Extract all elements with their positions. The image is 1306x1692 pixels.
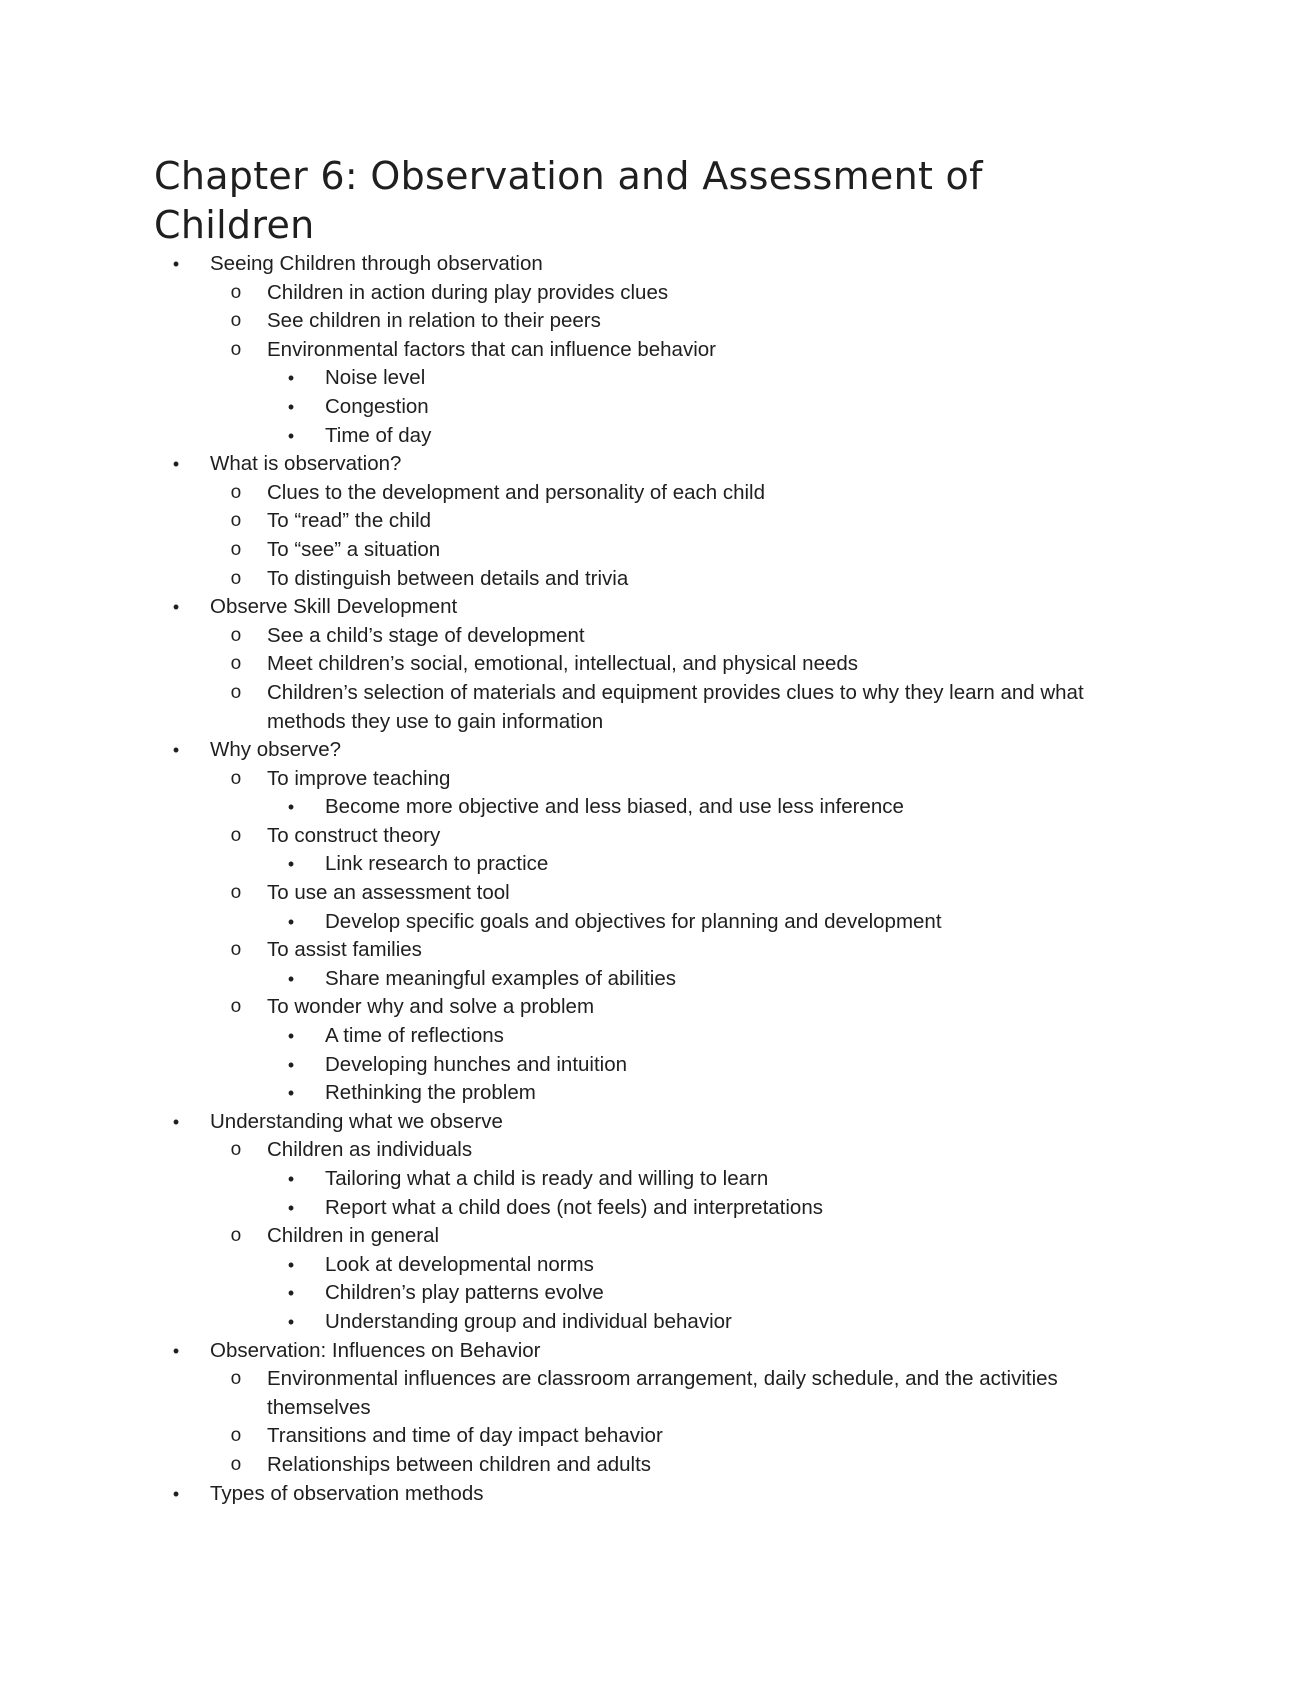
outline-item-text: Link research to practice: [325, 852, 549, 876]
outline-item-level-3: [0, 1022, 1306, 1051]
outline-item-text: To “see” a situation: [267, 537, 441, 561]
bullet-outline: [0, 250, 1306, 1508]
hollow-bullet-icon: o: [230, 338, 242, 361]
outline-item-level-3: [0, 1165, 1306, 1194]
outline-item-text: To wonder why and solve a problem: [267, 995, 595, 1019]
outline-item-level-1: [0, 1108, 1306, 1137]
outline-item-text: To improve teaching: [267, 766, 451, 790]
outline-item-level-3: [0, 1051, 1306, 1080]
outline-item-text: Look at developmental norms: [325, 1252, 594, 1276]
outline-item-text: Report what a child does (not feels) and interpretations: [325, 1195, 823, 1219]
hollow-bullet-icon: o: [230, 681, 242, 704]
outline-item-text: A time of reflections: [325, 1024, 504, 1048]
outline-item-level-2: [0, 1136, 1147, 1165]
bullet-icon: •: [287, 425, 295, 446]
outline-item-text: See children in relation to their peers: [267, 309, 601, 333]
outline-item-level-2: [0, 936, 1147, 965]
outline-item-text: Children as individuals: [267, 1138, 473, 1162]
hollow-bullet-icon: o: [230, 882, 242, 905]
hollow-bullet-icon: o: [230, 310, 242, 333]
outline-item-level-1: [0, 736, 1306, 765]
outline-item-text: Rethinking the problem: [325, 1081, 536, 1105]
outline-item-level-2: [0, 679, 1147, 736]
outline-item-text: Understanding group and individual behavior: [325, 1309, 732, 1333]
bullet-icon: •: [287, 1083, 295, 1104]
outline-item-level-2: [0, 650, 1147, 679]
outline-item-level-2: [0, 1365, 1147, 1422]
outline-item-level-2: [0, 1451, 1147, 1480]
hollow-bullet-icon: o: [230, 538, 242, 561]
outline-item-text: To distinguish between details and trivia: [267, 566, 629, 590]
outline-item-text: Observe Skill Development: [210, 595, 458, 619]
outline-item-text: To assist families: [267, 938, 422, 962]
bullet-icon: •: [287, 1197, 295, 1218]
outline-item-text: Types of observation methods: [210, 1481, 484, 1505]
outline-item-level-3: [0, 422, 1306, 451]
bullet-icon: •: [287, 1054, 295, 1075]
outline-item-level-3: [0, 850, 1306, 879]
outline-item-level-3: [0, 1079, 1306, 1108]
outline-item-level-3: [0, 393, 1306, 422]
outline-item-text: Tailoring what a child is ready and willing to learn: [325, 1167, 769, 1190]
outline-item-level-3: [0, 1279, 1306, 1308]
hollow-bullet-icon: o: [230, 624, 242, 647]
outline-item-text: Developing hunches and intuition: [325, 1052, 628, 1076]
outline-item-text: Understanding what we observe: [210, 1109, 503, 1133]
bullet-icon: •: [287, 968, 295, 989]
hollow-bullet-icon: o: [230, 996, 242, 1019]
outline-item-level-3: [0, 908, 1306, 937]
hollow-bullet-icon: o: [230, 1139, 242, 1162]
outline-item-text: What is observation?: [210, 452, 402, 476]
outline-item-text: Why observe?: [210, 738, 342, 762]
outline-item-text: Transitions and time of day impact behavior: [267, 1424, 663, 1448]
outline-item-text: Environmental factors that can influence behavior: [267, 337, 716, 361]
hollow-bullet-icon: o: [230, 939, 242, 962]
outline-item-level-3: [0, 1251, 1306, 1280]
outline-item-text: Environmental influences are classroom arrangement, daily schedule, and the activities themselves: [267, 1367, 1058, 1419]
outline-item-level-2: [0, 1422, 1147, 1451]
bullet-icon: •: [287, 368, 295, 389]
bullet-icon: •: [287, 854, 295, 875]
hollow-bullet-icon: o: [230, 481, 242, 504]
hollow-bullet-icon: o: [230, 767, 242, 790]
outline-item-level-2: [0, 1222, 1147, 1251]
outline-item-level-2: [0, 279, 1147, 308]
outline-item-text: Seeing Children through observation: [210, 252, 543, 275]
outline-item-text: Noise level: [325, 366, 426, 390]
bullet-icon: •: [172, 740, 180, 761]
outline-item-text: Children in general: [267, 1224, 440, 1248]
outline-item-text: To “read” the child: [267, 509, 432, 533]
outline-item-level-2: [0, 507, 1147, 536]
outline-item-text: Children’s selection of materials and equipment provides clues to why they learn and what methods they use to gain information: [267, 680, 1084, 733]
outline-item-level-1: [0, 450, 1306, 479]
outline-item-level-3: [0, 364, 1306, 393]
outline-item-text: Children’s play patterns evolve: [325, 1281, 604, 1305]
outline-item-level-1: [0, 1480, 1306, 1509]
outline-item-level-2: [0, 479, 1147, 508]
outline-item-text: To construct theory: [267, 823, 441, 847]
bullet-icon: •: [287, 1026, 295, 1047]
outline-item-text: Relationships between children and adults: [267, 1452, 652, 1476]
outline-item-level-1: [0, 593, 1306, 622]
outline-item-text: Become more objective and less biased, and use less inference: [325, 795, 904, 819]
bullet-icon: •: [287, 911, 295, 932]
bullet-icon: •: [172, 1483, 180, 1504]
outline-item-text: To use an assessment tool: [267, 881, 510, 905]
outline-item-text: Children in action during play provides clues: [267, 280, 669, 304]
outline-item-level-2: [0, 336, 1147, 365]
outline-item-level-2: [0, 307, 1147, 336]
bullet-icon: •: [172, 454, 180, 475]
bullet-icon: •: [287, 797, 295, 818]
hollow-bullet-icon: o: [230, 1453, 242, 1476]
bullet-icon: •: [287, 1169, 295, 1189]
outline-item-text: See a child’s stage of development: [267, 623, 585, 647]
outline-item-level-1: [0, 1337, 1306, 1366]
outline-item-text: Meet children’s social, emotional, intellectual, and physical needs: [267, 652, 859, 676]
outline-item-level-2: [0, 879, 1147, 908]
outline-item-level-3: [0, 965, 1306, 994]
bullet-icon: •: [172, 597, 180, 618]
bullet-icon: •: [287, 396, 295, 417]
outline-item-level-2: [0, 765, 1147, 794]
outline-item-text: Congestion: [325, 394, 429, 418]
outline-item-level-2: [0, 565, 1147, 594]
outline-item-level-2: [0, 622, 1147, 651]
bullet-icon: •: [287, 1283, 295, 1304]
outline-item-level-2: [0, 993, 1147, 1022]
hollow-bullet-icon: o: [230, 653, 242, 676]
hollow-bullet-icon: o: [230, 1425, 242, 1448]
hollow-bullet-icon: o: [230, 281, 242, 304]
hollow-bullet-icon: o: [230, 567, 242, 590]
outline-item-level-2: [0, 536, 1147, 565]
outline-item-level-3: [0, 1308, 1306, 1337]
bullet-icon: •: [287, 1254, 295, 1275]
bullet-icon: •: [172, 1340, 180, 1361]
outline-item-level-1: [0, 250, 1306, 279]
hollow-bullet-icon: o: [230, 1225, 242, 1248]
outline-item-level-2: [0, 822, 1147, 851]
outline-item-text: Clues to the development and personality of each child: [267, 480, 766, 504]
hollow-bullet-icon: o: [230, 1368, 242, 1391]
bullet-icon: •: [287, 1311, 295, 1332]
outline-item-text: Develop specific goals and objectives for planning and development: [325, 909, 942, 933]
bullet-icon: •: [172, 1111, 180, 1132]
outline-item-text: Share meaningful examples of abilities: [325, 966, 676, 990]
hollow-bullet-icon: o: [230, 510, 242, 533]
chapter-title: Chapter 6: Observation and Assessment of Children: [154, 154, 983, 247]
outline-item-level-3: [0, 793, 1306, 822]
outline-item-level-3: [0, 1194, 1306, 1223]
bullet-icon: •: [172, 254, 180, 274]
outline-item-text: Observation: Influences on Behavior: [210, 1338, 541, 1362]
outline-item-text: Time of day: [325, 423, 432, 447]
hollow-bullet-icon: o: [230, 824, 242, 847]
